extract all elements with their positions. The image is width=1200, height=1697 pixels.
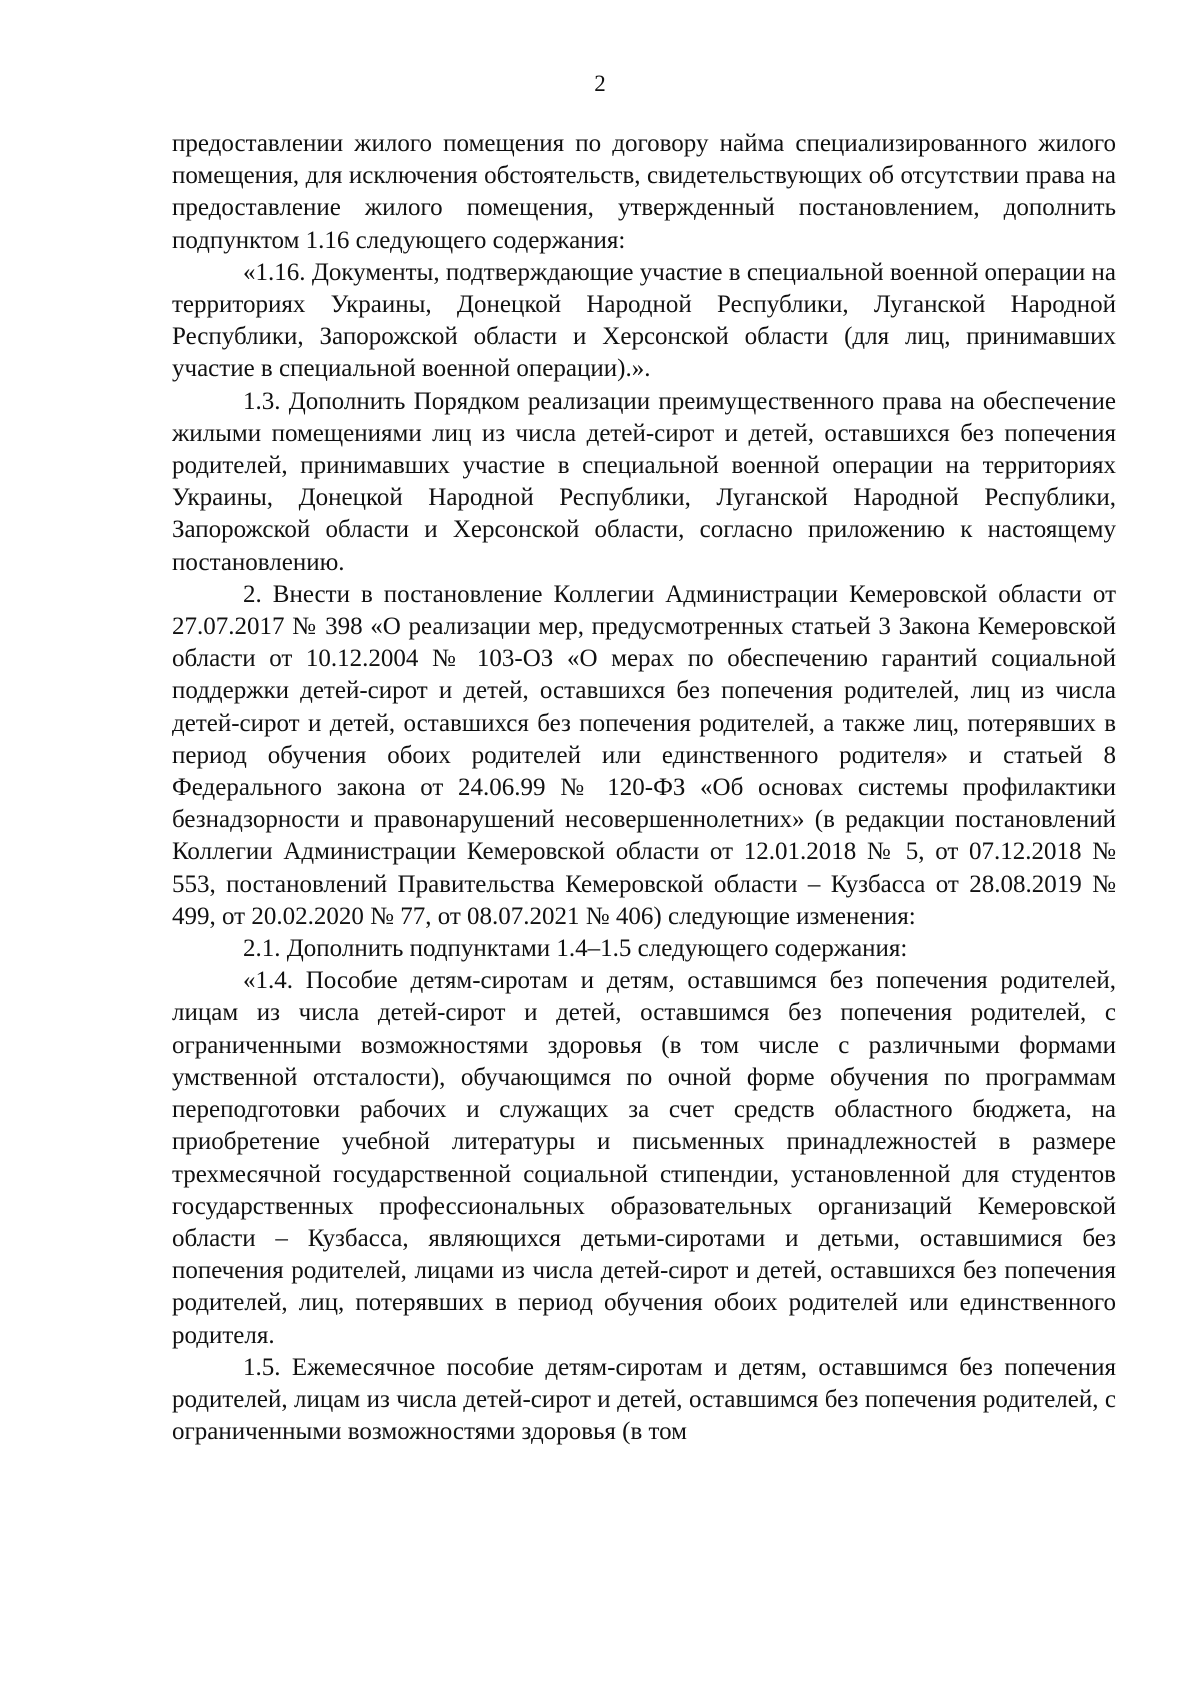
paragraph-item-2-1: 2.1. Дополнить подпунктами 1.4–1.5 следующего содержания: (243, 935, 908, 963)
paragraph-item-1-16: «1.16. Документы, подтверждающие участие в специальной военной операции на территориях Украины, Донецкой Народной Республики, Луганской Народной Республики, Запорожской области и Херсонской области (для лиц, принимавших участие в специальной военной операции).». (172, 258, 1116, 383)
document-body (172, 128, 1116, 1448)
paragraph-item-1-4: «1.4. Пособие детям-сиротам и детям, оставшимся без попечения родителей, лицам из числа детей-сирот и детей, оставшимся без попечения родителей, с ограниченными возможностями здоровья (в том числе с различными формами умственной отсталости), обучающимся по очной форме обучения по программам переподготовки рабочих и служащих за счет средств областного бюджета, на приобретение учебной литературы и письменных принадлежностей в размере трехмесячной государственной социальной стипендии, установленной для студентов государственных профессиональных образовательных организаций Кемеровской области – Кузбасса, являющихся детьми-сиротами и детьми, оставшимися без попечения родителей, лицами из числа детей-сирот и детей, оставшихся без попечения родителей, лиц, потерявших в период обучения обоих родителей или единственного родителя. (172, 967, 1116, 1349)
page-number: 2 (594, 71, 606, 96)
paragraph-continuation: предоставлении жилого помещения по договору найма специализированного жилого помещения, для исключения обстоятельств, свидетельствующих об отсутствии права на предоставление жилого помещения, утвержденный постановлением, дополнить подпунктом 1.16 следующего содержания: (172, 130, 1116, 254)
paragraph-item-1-3: 1.3. Дополнить Порядком реализации преимущественного права на обеспечение жилыми помещениями лиц из числа детей-сирот и детей, оставшихся без попечения родителей, принимавших участие в специальной военной операции на территориях Украины, Донецкой Народной Республики, Луганской Народной Республики, Запорожской области и Херсонской области, согласно приложению к настоящему постановлению. (172, 387, 1116, 576)
paragraph-item-2: 2. Внести в постановление Коллегии Администрации Кемеровской области от 27.07.2017 № 398 «О реализации мер, предусмотренных статьей 3 Закона Кемеровской области от 10.12.2004 № 103-ОЗ «О мерах по обеспечению гарантий социальной поддержки детей-сирот и детей, оставшихся без попечения родителей, лиц из числа детей-сирот и детей, оставшихся без попечения родителей, а также лиц, потерявших в период обучения обоих родителей или единственного родителя» и статьей 8 Федерального закона от 24.06.99 № 120-ФЗ «Об основах системы профилактики безнадзорности и правонарушений несовершеннолетних» (в редакции постановлений Коллегии Администрации Кемеровской области от 12.01.2018 № 5, от 07.12.2018 № 553, постановлений Правительства Кемеровской области – Кузбасса от 28.08.2019 № 499, от 20.02.2020 № 77, от 08.07.2021 № 406) следующие изменения: (172, 580, 1116, 930)
paragraph-item-1-5: 1.5. Ежемесячное пособие детям-сиротам и детям, оставшимся без попечения родителей, лицам из числа детей-сирот и детей, оставшимся без попечения родителей, с ограниченными возможностями здоровья (в том (172, 1353, 1116, 1446)
